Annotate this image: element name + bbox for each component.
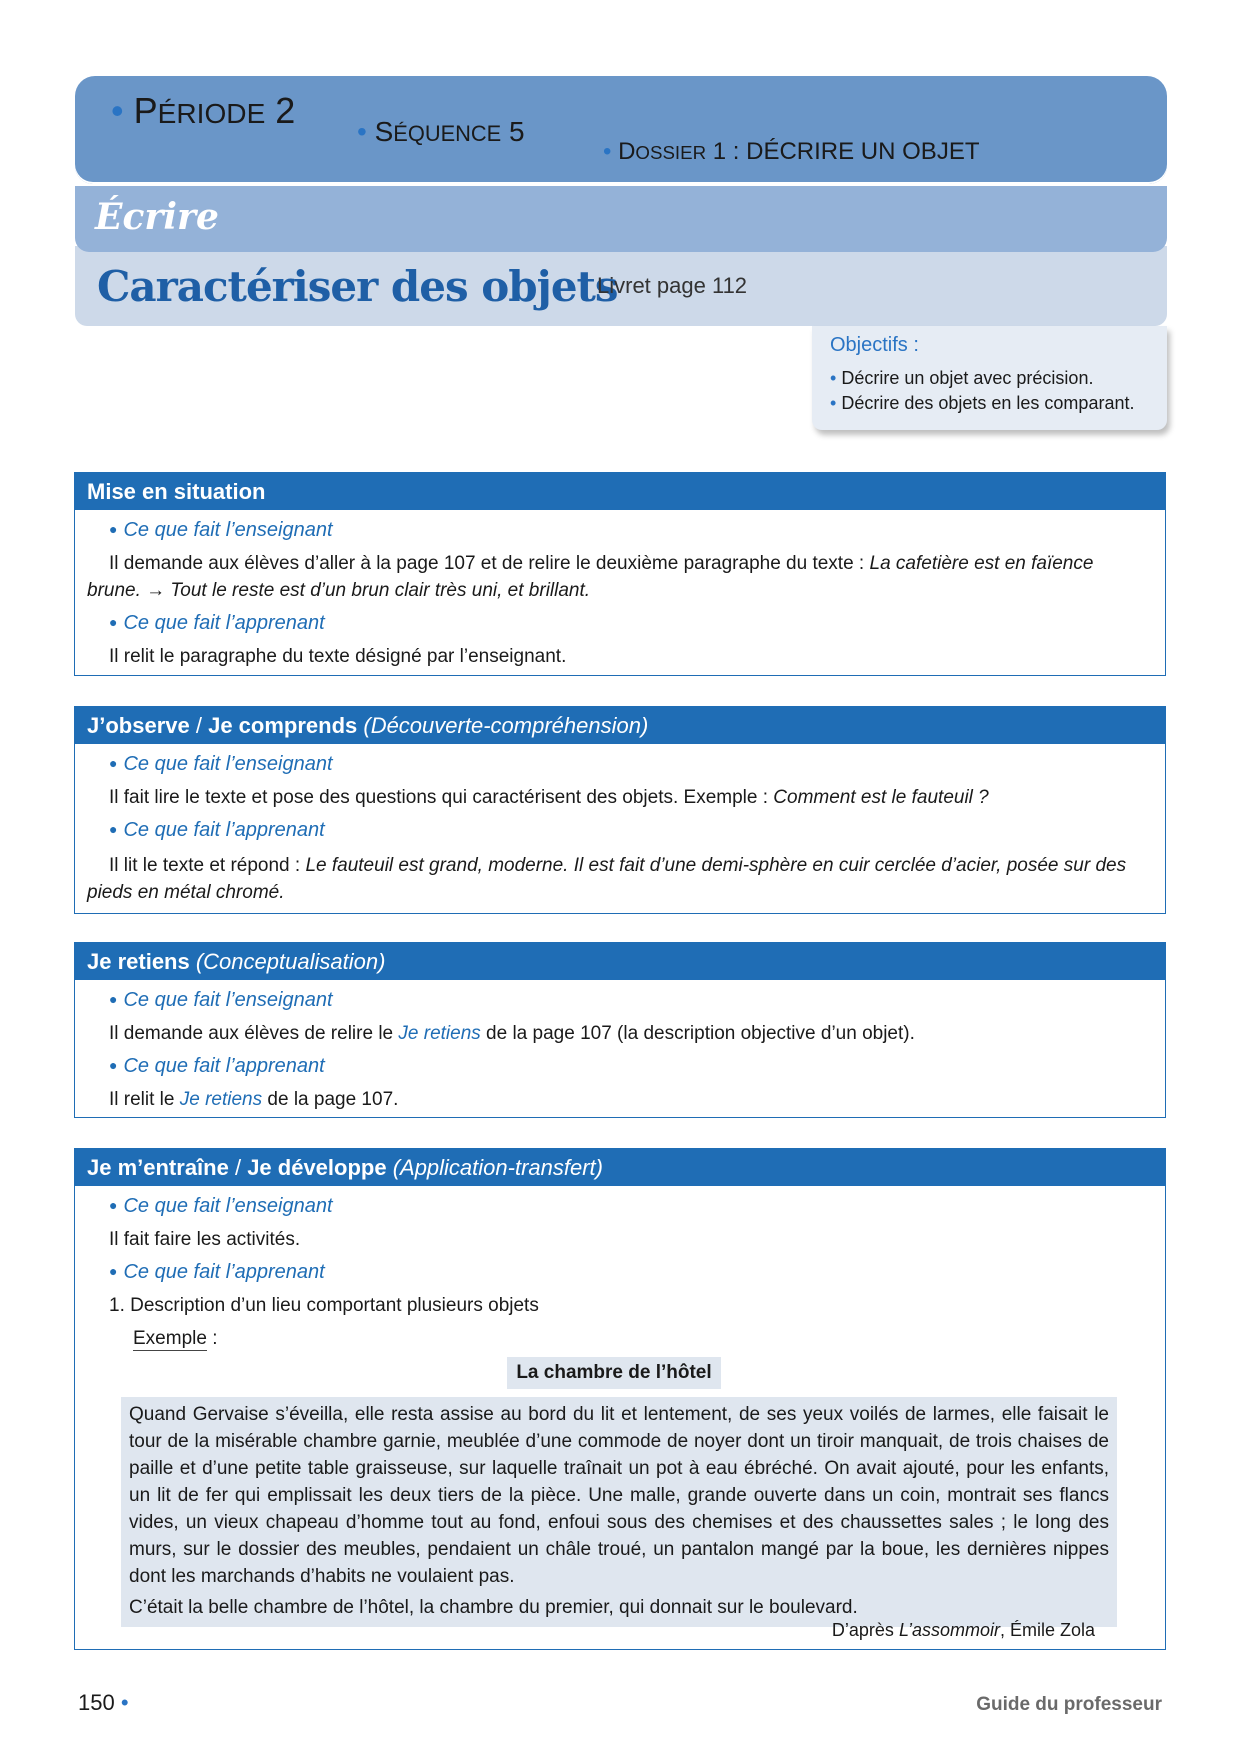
section-header: J’observe / Je comprends (Découverte-compréhension) [75,707,1165,744]
subheading-enseignant: ● Ce que fait l’enseignant [109,519,333,541]
paragraph: Il relit le paragraphe du texte désigné par l’enseignant. [109,646,567,667]
periode-label: • PÉRIODE 2 [111,90,296,131]
section-header: Je m’entraîne / Je développe (Application-transfert) [75,1149,1165,1186]
paragraph-continued: brune. → Tout le reste est d’un brun clair très uni, et brillant. [87,580,591,601]
subheading-enseignant: ● Ce que fait l’enseignant [109,989,333,1011]
paragraph: Il fait faire les activités. [109,1229,301,1250]
quote-block [121,1397,1117,1627]
page-number: 150 • [78,1690,129,1715]
section-header: Je retiens (Conceptualisation) [75,943,1165,980]
paragraph: Il relit le Je retiens de la page 107. [109,1089,399,1110]
header-band-rubrique [75,184,1167,252]
exemple-label: Exemple : [133,1328,218,1349]
sequence-label: • SÉQUENCE 5 [357,116,525,147]
section-observe-comprends [74,706,1166,914]
subheading-apprenant: ● Ce que fait l’apprenant [109,1261,325,1283]
paragraph: Il demande aux élèves d’aller à la page 107 et de relire le deuxième paragraphe du texte : La cafetière est en faïence [109,553,1094,574]
objectifs-box [812,326,1167,430]
page-title: Caractériser des objets [97,262,618,311]
paragraph-continued: pieds en métal chromé. [87,882,285,903]
section-mise-en-situation [74,472,1166,676]
quote-source: D’après L’assommoir, Émile Zola [831,1620,1095,1640]
paragraph: Il demande aux élèves de relire le Je retiens de la page 107 (la description objective d’un objet). [109,1023,915,1044]
section-header: Mise en situation [75,473,1165,510]
activity-item: 1. Description d’un lieu comportant plusieurs objets [109,1295,539,1316]
footer-title: Guide du professeur [976,1694,1162,1715]
paragraph: Il fait lire le texte et pose des questions qui caractérisent des objets. Exemple : Comment est le fauteuil ? [109,787,989,808]
subheading-apprenant: ● Ce que fait l’apprenant [109,1055,325,1077]
paragraph: Il lit le texte et répond : Le fauteuil est grand, moderne. Il est fait d’une demi-sphère en cuir cerclée d’acier, posée sur des [109,855,1127,876]
arrow-icon: → [146,580,166,601]
page-header [75,76,1167,311]
objectif-item: • Décrire des objets en les comparant. [830,393,1135,413]
header-band-top [75,76,1167,184]
section-entraine-developpe [74,1148,1166,1650]
subheading-apprenant: ● Ce que fait l’apprenant [109,819,325,841]
subheading-enseignant: ● Ce que fait l’enseignant [109,1195,333,1217]
objectif-item: • Décrire un objet avec précision. [830,368,1094,388]
subheading-apprenant: ● Ce que fait l’apprenant [109,612,325,634]
section-je-retiens [74,942,1166,1118]
objectifs-title: Objectifs : [830,334,919,356]
livret-reference: Livret page 112 [597,273,748,298]
rubrique-title: Écrire [95,196,219,238]
quote-paragraph: C’était la belle chambre de l’hôtel, la chambre du premier, qui donnait sur le boulevard. [129,1597,858,1618]
dossier-label: • DOSSIER 1 : DÉCRIRE UN OBJET [603,138,980,165]
quote-paragraph: Quand Gervaise s’éveilla, elle resta assise au bord du lit et lentement, de ses yeux voilés de larmes, elle faisait le tour de la misérable chambre garnie, meublée d’une commode de noyer dont un tiroir manquait, de trois chaises de paille et d’une petite table graisseuse, sur laquelle traînait un pot à eau ébréché. On avait ajouté, pour les enfants, un lit de fer qui emplissait les deux tiers de la pièce. Une malle, grande ouverte dans un coin, montrait ses flancs vides, un vieux chapeau d’homme tout au fond, enfoui sous des chemises et des chaussettes sales ; le long des murs, sur le dossier des meubles, pendaient un châle troué, un pantalon mangé par la boue, les dernières nippes dont les marchands d’habits ne voulaient pas. [129,1404,1109,1587]
quote-title: La chambre de l’hôtel [507,1357,721,1389]
subheading-enseignant: ● Ce que fait l’enseignant [109,753,333,775]
